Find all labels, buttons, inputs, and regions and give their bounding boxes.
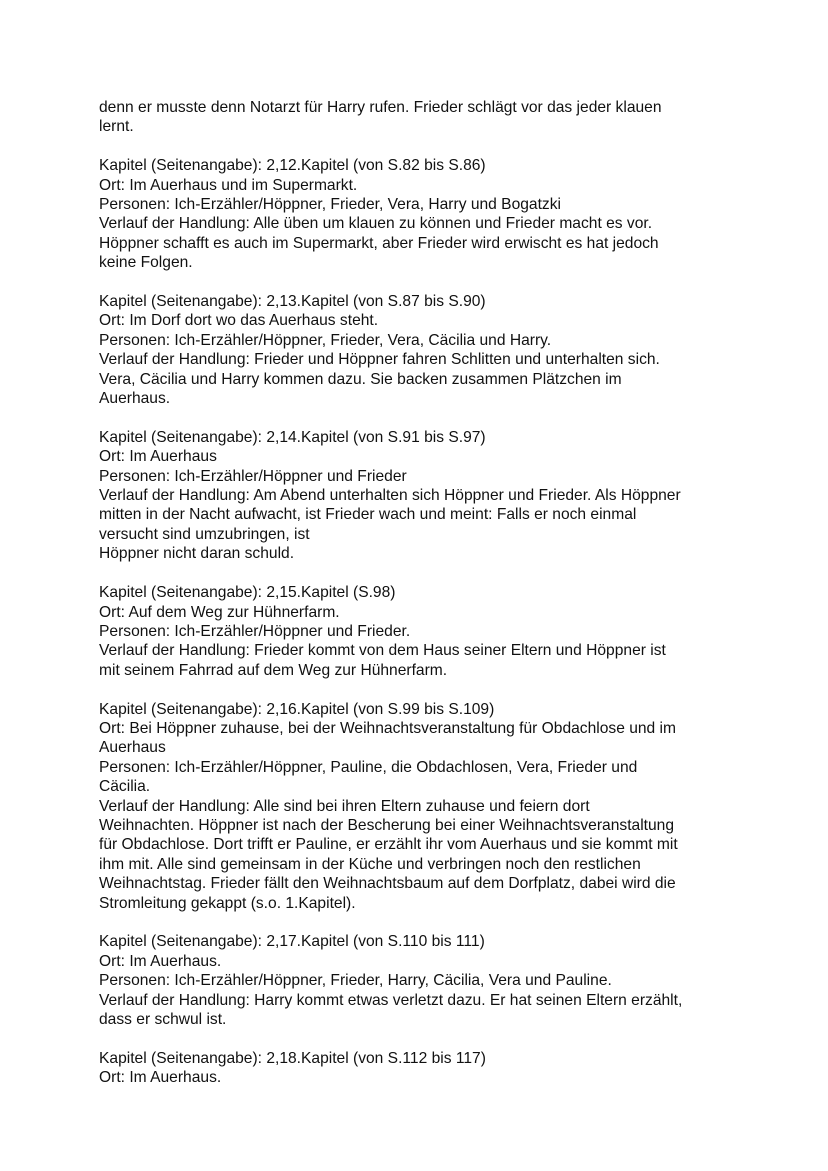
- text-line: Personen: Ich-Erzähler/Höppner, Frieder, Harry, Cäcilia, Vera und Pauline.: [99, 972, 612, 990]
- text-line: Personen: Ich-Erzähler/Höppner, Frieder, Vera, Cäcilia und Harry.: [99, 331, 552, 349]
- text-line: Weihnachtstag. Frieder fällt den Weihnachtsbaum auf dem Dorfplatz, dabei wird die: [99, 875, 676, 893]
- text-line: Verlauf der Handlung: Alle sind bei ihren Eltern zuhause und feiern dort: [99, 797, 590, 815]
- text-line: Weihnachten. Höppner ist nach der Bescherung bei einer Weihnachtsveranstaltung: [99, 816, 675, 834]
- text-line: ihm mit. Alle sind gemeinsam in der Küche und verbringen noch den restlichen: [99, 855, 641, 873]
- text-line: Vera, Cäcilia und Harry kommen dazu. Sie backen zusammen Plätzchen im: [99, 370, 622, 388]
- text-line: Personen: Ich-Erzähler/Höppner, Frieder, Vera, Harry und Bogatzki: [99, 196, 561, 214]
- text-line: Kapitel (Seitenangabe): 2,18.Kapitel (von S.112 bis 117): [99, 1049, 486, 1067]
- text-line: mitten in der Nacht aufwacht, ist Frieder wach und meint: Falls er noch einmal: [99, 506, 637, 524]
- text-line: Kapitel (Seitenangabe): 2,12.Kapitel (von S.82 bis S.86): [99, 157, 486, 175]
- document-page: [99, 98, 739, 1107]
- paragraph: [99, 292, 739, 408]
- text-line: Verlauf der Handlung: Harry kommt etwas verletzt dazu. Er hat seinen Eltern erzählt,: [99, 991, 683, 1009]
- text-line: Kapitel (Seitenangabe): 2,16.Kapitel (von S.99 bis S.109): [99, 700, 495, 718]
- text-line: Kapitel (Seitenangabe): 2,15.Kapitel (S.98): [99, 584, 396, 602]
- paragraph: [99, 1049, 739, 1088]
- text-line: Höppner nicht daran schuld.: [99, 545, 295, 563]
- text-line: Personen: Ich-Erzähler/Höppner, Pauline, die Obdachlosen, Vera, Frieder und: [99, 758, 638, 776]
- text-line: Verlauf der Handlung: Am Abend unterhalten sich Höppner und Frieder. Als Höppner: [99, 487, 681, 505]
- text-line: mit seinem Fahrrad auf dem Weg zur Hühnerfarm.: [99, 661, 448, 679]
- text-line: Verlauf der Handlung: Alle üben um klauen zu können und Frieder macht es vor.: [99, 215, 653, 233]
- text-line: Stromleitung gekappt (s.o. 1.Kapitel).: [99, 894, 356, 912]
- text-line: Auerhaus.: [99, 390, 171, 408]
- paragraph: [99, 156, 739, 272]
- text-line: versucht sind umzubringen, ist: [99, 525, 310, 543]
- text-line: Personen: Ich-Erzähler/Höppner und Frieder: [99, 467, 407, 485]
- paragraph: [99, 583, 739, 680]
- text-line: Kapitel (Seitenangabe): 2,13.Kapitel (von S.87 bis S.90): [99, 293, 486, 311]
- text-line: Verlauf der Handlung: Frieder und Höppner fahren Schlitten und unterhalten sich.: [99, 351, 660, 369]
- text-line: Verlauf der Handlung: Frieder kommt von dem Haus seiner Eltern und Höppner ist: [99, 642, 666, 660]
- text-line: denn er musste denn Notarzt für Harry rufen. Frieder schlägt vor das jeder klauen: [99, 99, 662, 116]
- paragraph: [99, 932, 739, 1029]
- text-line: Ort: Im Auerhaus.: [99, 952, 222, 970]
- text-line: Auerhaus: [99, 739, 166, 757]
- text-line: keine Folgen.: [99, 254, 193, 272]
- text-line: Personen: Ich-Erzähler/Höppner und Frieder.: [99, 622, 411, 640]
- text-line: Ort: Im Auerhaus: [99, 448, 217, 466]
- text-line: Ort: Im Auerhaus.: [99, 1069, 222, 1087]
- text-line: Ort: Im Dorf dort wo das Auerhaus steht.: [99, 312, 379, 330]
- text-line: dass er schwul ist.: [99, 1011, 227, 1028]
- text-line: Ort: Im Auerhaus und im Supermarkt.: [99, 176, 358, 194]
- text-line: Höppner schafft es auch im Supermarkt, aber Frieder wird erwischt es hat jedoch: [99, 234, 659, 252]
- text-line: für Obdachlose. Dort trifft er Pauline, er erzählt ihr vom Auerhaus und sie kommt mit: [99, 836, 678, 854]
- text-line: Cäcilia.: [99, 778, 151, 796]
- text-line: Ort: Bei Höppner zuhause, bei der Weihnachtsveranstaltung für Obdachlose und im: [99, 719, 677, 737]
- text-line: Kapitel (Seitenangabe): 2,14.Kapitel (von S.91 bis S.97): [99, 428, 486, 446]
- paragraph: [99, 700, 739, 913]
- text-line: lernt.: [99, 118, 134, 136]
- paragraph: [99, 428, 739, 564]
- text-line: Kapitel (Seitenangabe): 2,17.Kapitel (von S.110 bis 111): [99, 933, 485, 951]
- paragraph: [99, 98, 739, 137]
- text-line: Ort: Auf dem Weg zur Hühnerfarm.: [99, 603, 340, 621]
